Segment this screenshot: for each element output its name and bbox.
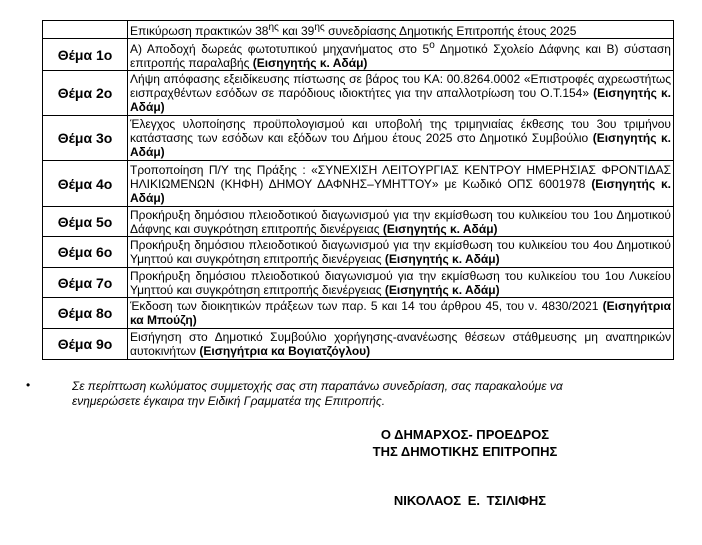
item-rapporteur: (Εισηγητής κ. Αδάμ) [252, 56, 368, 70]
item-label: Θέμα 2ο [43, 71, 128, 116]
table-row [43, 161, 674, 207]
signature-title [320, 426, 610, 460]
item-rapporteur: (Εισηγήτρια κα Μπούζη) [130, 299, 671, 327]
table-row [43, 329, 674, 360]
item-text: Εισήγηση στο Δημοτικό Συμβούλιο χορήγησης-ανανέωσης θέσεων στάθμευσης μη αναπηρικών αυτοκινήτων (Εισηγήτρια κα Βογιατζόγλου) [128, 329, 674, 360]
item-rapporteur: (Εισηγητής κ. Αδάμ) [130, 176, 671, 205]
table-row [43, 21, 674, 39]
item-text: Προκήρυξη δημόσιου πλειοδοτικού διαγωνισμού για την εκμίσθωση του κυλικείου του 1ου Λυκείου Υμηττού και συγκρότηση επιτροπής διενέργειας (Εισηγητής κ. Αδάμ) [128, 268, 674, 298]
item-text: Προκήρυξη δημόσιου πλειοδοτικού διαγωνισμού για την εκμίσθωση του κυλικείου του 1ου Δημοτικού Δάφνης και συγκρότηση επιτροπής διενέργειας (Εισηγητής κ. Αδάμ) [128, 207, 674, 237]
item-label: Θέμα 7ο [43, 268, 128, 298]
item-rapporteur: (Εισηγητής κ. Αδάμ) [384, 252, 500, 266]
table-row [43, 268, 674, 298]
item-text: Λήψη απόφασης εξειδίκευσης πίστωσης σε βάρος του ΚΑ: 00.8264.0002 «Επιστροφές αχρεωστήτως εισπραχθέντων εσόδων σε παρόδιους ιδιοκτήτες για την απαλλοτρίωση του Ο.Τ.154» (Εισηγητής κ. Αδάμ) [128, 71, 674, 116]
bullet-icon: • [26, 378, 31, 392]
item-label: Θέμα 6ο [43, 237, 128, 268]
item-text: Τροποποίηση Π/Υ της Πράξης : «ΣΥΝΕΧΙΣΗ ΛΕΙΤΟΥΡΓΙΑΣ ΚΕΝΤΡΟΥ ΗΜΕΡΗΣΙΑΣ ΦΡΟΝΤΙΔΑΣ ΗΛΙΚΙΩΜΕΝΩΝ (ΚΗΦΗ) ΔΗΜΟΥ ΔΑΦΝΗΣ–ΥΜΗΤΤΟΥ» με Κωδικό ΟΠΣ 6001978 (Εισηγητής κ. Αδάμ) [128, 161, 674, 207]
signature-title-line: ΤΗΣ ΔΗΜΟΤΙΚΗΣ ΕΠΙΤΡΟΠΗΣ [372, 444, 558, 459]
agenda-label-cell [43, 21, 128, 39]
item-rapporteur: (Εισηγήτρια κα Βογιατζόγλου) [199, 344, 371, 358]
intro-text: Επικύρωση πρακτικών $38^{\eta\varsigma}$ και $39^{\eta\varsigma}$ συνεδρίασης Δημοτικής Επιτροπής έτους 2025 [128, 21, 674, 39]
table-row [43, 116, 674, 161]
absence-note: Σε περίπτωση κωλύματος συμμετοχής σας στη παραπάνω συνεδρίαση, σας παρακαλούμε να ενημερώσετε έγκαιρα την Ειδική Γραμματέα της Επιτροπής. [72, 379, 563, 408]
item-rapporteur: (Εισηγητής κ. Αδάμ) [382, 221, 498, 236]
item-text: Προκήρυξη δημόσιου πλειοδοτικού διαγωνισμού για την εκμίσθωση του κυλικείου του 4ου Δημοτικού Υμηττού και συγκρότηση επιτροπής διενέργειας (Εισηγητής κ. Αδάμ) [128, 237, 674, 268]
signatory-name: ΝΙΚΟΛΑΟΣ Ε. ΤΣΙΛΙΦΗΣ [393, 493, 547, 508]
item-rapporteur: (Εισηγητής κ. Αδάμ) [130, 86, 671, 114]
item-label: Θέμα 5ο [43, 207, 128, 237]
item-label: Θέμα 1ο [43, 39, 128, 71]
item-text: Έκδοση των διοικητικών πράξεων των παρ. 5 και 14 του άρθρου 45, του ν. 4830/2021 (Εισηγήτρια κα Μπούζη) [128, 298, 674, 329]
item-text: Α) Αποδοχή δωρεάς φωτοτυπικού μηχανήματος στο $5^o$ Δημοτικό Σχολείο Δάφνης και Β) σύσταση επιτροπής παραλαβής (Εισηγητής κ. Αδάμ) [128, 39, 674, 71]
table-row [43, 237, 674, 268]
item-label: Θέμα 3ο [43, 116, 128, 161]
item-text: Έλεγχος υλοποίησης προϋπολογισμού και υποβολή της τριμηνιαίας έκθεσης του 3ου τριμήνου κατάστασης των εσόδων και εξόδων του Δήμου έτους 2025 στο Δημοτικό Συμβούλιο (Εισηγητής κ. Αδάμ) [128, 116, 674, 161]
agenda-table [42, 20, 674, 360]
item-label: Θέμα 8ο [43, 298, 128, 329]
item-rapporteur: (Εισηγητής κ. Αδάμ) [130, 131, 671, 159]
table-row [43, 71, 674, 116]
table-row [43, 298, 674, 329]
item-label: Θέμα 9ο [43, 329, 128, 360]
table-row [43, 39, 674, 71]
signature-title-line: Ο ΔΗΜΑΡΧΟΣ- ΠΡΟΕΔΡΟΣ [380, 427, 550, 442]
table-row [43, 207, 674, 237]
item-label: Θέμα 4ο [43, 161, 128, 207]
item-rapporteur: (Εισηγητής κ. Αδάμ) [384, 282, 500, 297]
